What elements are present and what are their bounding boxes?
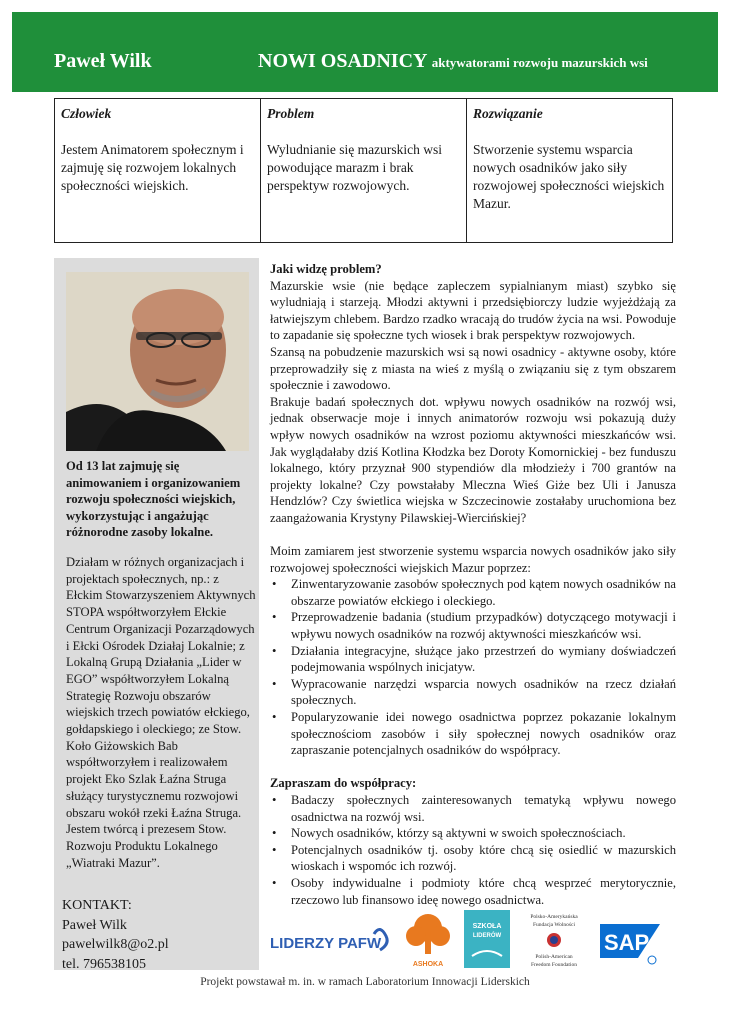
- column-rozwiazanie: [467, 99, 672, 242]
- column-problem: [261, 99, 467, 242]
- sidebar-lead: Od 13 lat zajmuję się animowaniem i organizowaniem rozwoju społeczności wiejskich, wykorzystując i angażując różnorodne zasoby lokalne.: [66, 459, 241, 540]
- column-text: Stworzenie systemu wsparcia nowych osadników jako siły rozwojowej społeczności wiejskich Mazur.: [473, 142, 665, 211]
- list-item: • Przeprowadzenie badania (studium przypadków) dotyczącego motywacji i wpływu nowych osadników na rozwój aktywności mieszkańców wsi.: [270, 609, 676, 642]
- column-text: Jestem Animatorem społecznym i zajmuję się rozwojem lokalnych społeczności wiejskich.: [61, 142, 244, 193]
- pafw-text-1: Polsko-Amerykańska: [530, 914, 578, 920]
- spacer: [270, 527, 676, 544]
- contact-block: [62, 896, 169, 974]
- liderzy-pafw-logo: [270, 929, 387, 952]
- contact-label: KONTAKT:: [62, 898, 132, 913]
- sidebar: [54, 258, 259, 970]
- spacer: [270, 759, 676, 776]
- paragraph: Brakuje badań społecznych dot. wpływu nowych osadników na rozwój wsi, jednak obserwacje moje i innych animatorów rozwoju wsi pokazują duży wpływ nowych osadników na wzrost poziomu aktywności mieszkańców wsi. Jak wyglądałaby dziś Kotlina Kłodzka bez Doroty Komornickiej - bez funduszu lokalnego, który przyznał 900 stypendiów dla młodzieży i 700 grantów na projekty lokalne? Czy powstałaby Mleczna Wieś Giże bez Uli i Janusza Hendzlów? Czy świetlica wiejska w Szczecinowie zostałaby uruchomiona bez zaangażowania Krystyny Pilawskiej-Wiercińskiej?: [270, 394, 676, 525]
- column-text: Wyludnianie się mazurskich wsi powodujące marazm i brak perspektyw rozwojowych.: [267, 142, 443, 193]
- column-heading: Problem: [267, 106, 315, 121]
- sidebar-bio: Działam w różnych organizacjach i projektach społecznych, np.: z Ełckim Stowarzyszeniem Aktywnych STOPA współtworzyłem Ełckie Centrum Organizacji Pozarządowych i Ełcki Ośrodek Działaj Lokalnie; z Lokalną Grupą Działania „Lider w EGO” współtworzyłem Lokalną Strategię Rozwoju obszarów wiejskich trzech powiatów ełckiego, gołdapskiego i oleckiego; ze Stow. Koło Giżowskich Bab współtworzyłem i realizowałem projekt Eko Szlak Łaźna Struga służący turystycznemu rozwojowi obszaru wokół rzeki Łaźna Struga. Jestem twórcą i prezesem Stow. Rozwoju Produktu Lokalnego „Wiatraki Mazur”.: [66, 555, 256, 870]
- portrait-image: [66, 272, 249, 451]
- logos-strip: [268, 906, 688, 972]
- ashoka-text: ASHOKA: [412, 961, 444, 968]
- list-item: • Popularyzowanie idei nowego osadnictwa poprzez pokazanie lokalnym społecznościom zasobów i siły społecznej nowych osadników oraz zapraszanie potencjalnych osadników do współpracy.: [270, 709, 676, 759]
- column-heading: Rozwiązanie: [473, 106, 543, 121]
- paff-text-1: Polish-American: [535, 954, 573, 960]
- partner-logos: [268, 906, 688, 972]
- pafw-logo: [530, 914, 578, 968]
- author-name: Paweł Wilk: [54, 50, 152, 72]
- list-item: • Wypracowanie narzędzi wsparcia nowych osadników na rzecz działań społecznych.: [270, 676, 676, 709]
- list-item: • Działania integracyjne, służące jako przestrzeń do wymiany doświadczeń podejmowania wspólnych inicjatyw.: [270, 643, 676, 676]
- szkola-text-2: LIDERÓW: [472, 933, 502, 939]
- main-content: [270, 261, 676, 908]
- list-item: • Badaczy społecznych zainteresowanych tematyką wpływu nowego osadnictwa na rozwój wsi.: [270, 792, 676, 825]
- szkola-liderow-logo: [464, 910, 510, 968]
- title-subtitle: aktywatorami rozwoju mazurskich wsi: [431, 55, 648, 70]
- list-item: • Potencjalnych osadników tj. osoby które chcą się osiedlić w mazurskich wioskach i wspomóc ich rozwój.: [270, 842, 676, 875]
- list-item: • Zinwentaryzowanie zasobów społecznych pod kątem nowych osadników na obszarze powiatów ełckiego i oleckiego.: [270, 576, 676, 609]
- column-czlowiek: [55, 99, 261, 242]
- portrait-photo: [66, 272, 249, 451]
- summary-table: [54, 98, 673, 243]
- section-heading-cooperation: Zapraszam do współpracy:: [270, 776, 417, 791]
- szkola-text-1: SZKOŁA: [472, 923, 502, 930]
- title-main: NOWI OSADNICY: [258, 50, 427, 72]
- pafw-text-2: Fundacja Wolności: [532, 922, 576, 928]
- contact-name: Paweł Wilk: [62, 917, 127, 933]
- list-item: • Nowych osadników, którzy są aktywni w swoich społecznościach.: [270, 825, 676, 842]
- paragraph: Moim zamiarem jest stworzenie systemu wsparcia nowych osadników jako siły rozwojowej społeczności wiejskich Mazur poprzez:: [270, 544, 676, 575]
- paff-text-2: Freedom Foundation: [531, 962, 577, 968]
- page-title: [258, 50, 648, 73]
- liderzy-text: LIDERZY PAFW: [270, 935, 382, 952]
- section-heading-problem: Jaki widzę problem?: [270, 262, 382, 276]
- column-heading: Człowiek: [61, 106, 112, 121]
- plan-list: [270, 576, 676, 759]
- sap-text: SAP: [604, 930, 650, 955]
- footer-note: Projekt powstawał m. in. w ramach Laboratorium Innowacji Liderskich: [200, 976, 530, 988]
- list-item: • Osoby indywidualne i podmioty które chcą wesprzeć merytorycznie, rzeczowo lub finansowo ideę nowego osadnictwa.: [270, 875, 676, 908]
- header-banner: [12, 12, 718, 92]
- paragraph: Szansą na pobudzenie mazurskich wsi są nowi osadnicy - aktywne osoby, które przeprowadziły się z miasta na wieś z myślą o związaniu się z tym obszarem społecznie i zawodowo.: [270, 344, 676, 393]
- contact-email[interactable]: pawelwilk8@o2.pl: [62, 937, 169, 952]
- invite-list: [270, 792, 676, 908]
- sap-logo: [600, 924, 660, 964]
- paragraph: Mazurskie wsie (nie będące zapleczem sypialnianym miast) szybko się wyludniają i starzeją. Młodzi aktywni i przedsiębiorczy ludzie wyjeżdżają za łatwiejszym chlebem. Bardzo rzadko wracają do trudów życia na wsi. Powoduje to zapadanie się społeczne tych wiosek i brak perspektyw rozwojowych.: [270, 278, 676, 343]
- ashoka-logo: [406, 914, 450, 968]
- contact-phone[interactable]: tel. 796538105: [62, 956, 146, 972]
